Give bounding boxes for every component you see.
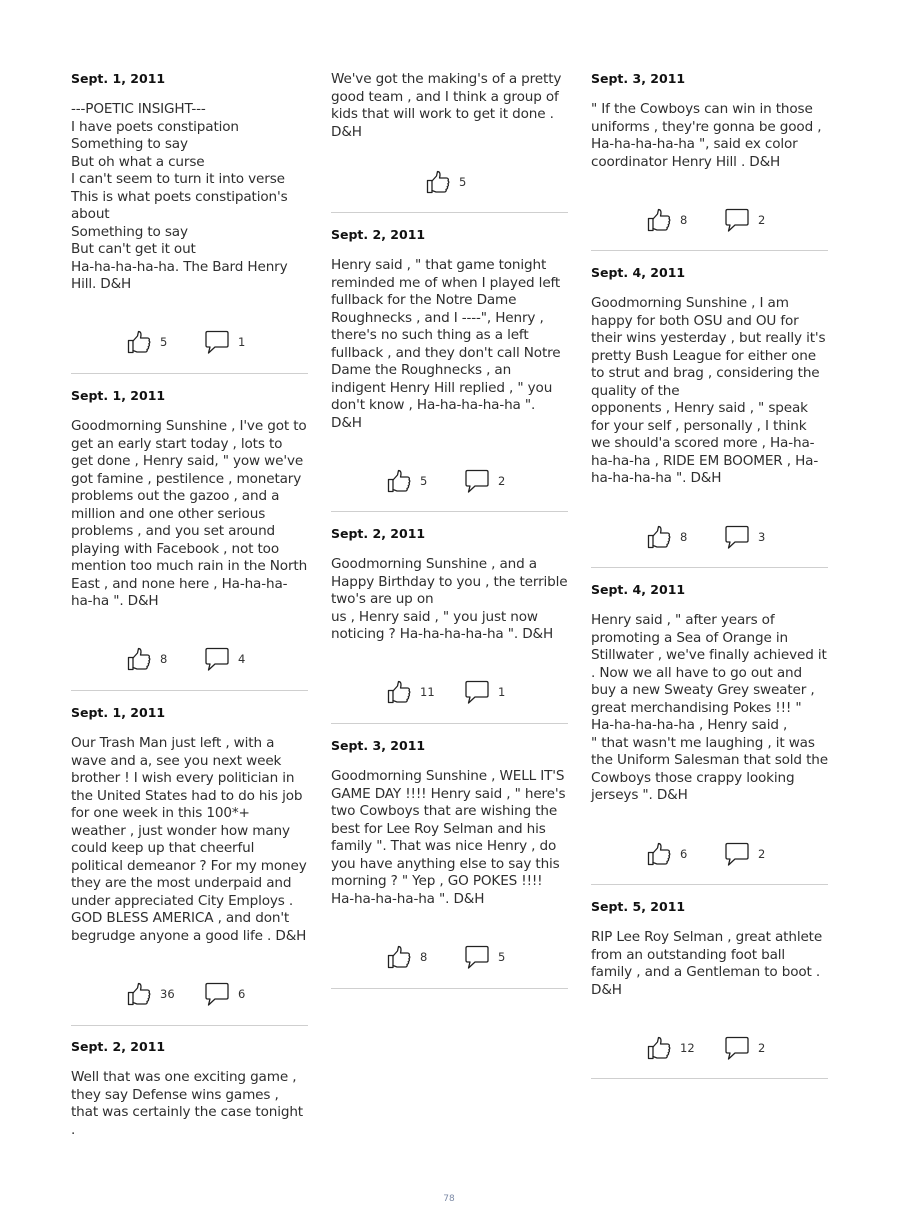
post-text: " If the Cowboys can win in those uniforms , they're gonna be good , Ha-ha-ha-ha-ha ", said ex color coordinator Henry Hill . D&H: [591, 101, 826, 170]
post-actions: [591, 839, 828, 869]
post-actions: [331, 677, 568, 707]
post: [71, 70, 308, 88]
post-actions: [331, 466, 568, 496]
like-button[interactable]: [126, 979, 175, 1009]
like-button[interactable]: [386, 677, 435, 707]
comment-count: 3: [758, 530, 766, 544]
post: [591, 581, 828, 599]
like-count: 8: [420, 950, 428, 964]
comment-count: 2: [758, 213, 766, 227]
page-number: 78: [443, 1194, 455, 1204]
post-date: Sept. 2, 2011: [331, 526, 426, 541]
post: [71, 1038, 308, 1056]
like-count: 5: [160, 335, 168, 349]
post: [591, 70, 828, 88]
comment-button[interactable]: [724, 839, 765, 869]
comment-button[interactable]: [724, 205, 765, 235]
like-button[interactable]: [386, 942, 427, 972]
post-actions: [591, 1033, 828, 1063]
comment-button[interactable]: [464, 677, 505, 707]
post-date: Sept. 4, 2011: [591, 582, 686, 597]
post-actions: [331, 167, 568, 197]
post-date: Sept. 1, 2011: [71, 705, 166, 720]
comment-button[interactable]: [204, 327, 245, 357]
thumbs-up-icon: [386, 944, 412, 970]
comment-button[interactable]: [204, 979, 245, 1009]
post-date: Sept. 2, 2011: [331, 227, 426, 242]
post: [71, 704, 308, 722]
post: [71, 387, 308, 405]
post: [331, 226, 568, 244]
comment-icon: [724, 207, 750, 233]
like-count: 6: [680, 847, 688, 861]
post-actions: [591, 205, 828, 235]
post-date: Sept. 3, 2011: [331, 738, 426, 753]
divider: [591, 1078, 828, 1079]
thumbs-up-icon: [386, 468, 412, 494]
thumbs-up-icon: [425, 169, 451, 195]
like-count: 11: [420, 685, 435, 699]
comment-count: 2: [758, 847, 766, 861]
thumbs-up-icon: [646, 1035, 672, 1061]
comment-button[interactable]: [464, 466, 505, 496]
post: [591, 898, 828, 916]
post-date: Sept. 2, 2011: [71, 1039, 166, 1054]
like-count: 5: [459, 175, 467, 189]
comment-count: 1: [498, 685, 506, 699]
divider: [331, 988, 568, 989]
comment-count: 6: [238, 987, 246, 1001]
like-button[interactable]: [126, 644, 167, 674]
divider: [331, 212, 568, 213]
post-text: Henry said , " that game tonight reminded me of when I played left fullback for the Notre Dame Roughnecks , and I ----", Henry , there's no such thing as a left fullback , and they don't call Notre Dame the Roughnecks , an indigent Henry Hill replied , " you don't know , Ha-ha-ha-ha-ha ". D&H: [331, 257, 565, 431]
post-text: Our Trash Man just left , with a wave and a, see you next week brother ! I wish every politician in the United States had to do his job for one week in this 100*+ weather , just wonder how many could keep up that cheerful political demeanor ? For my money they are the most underpaid and under appreciated City Employs . GOD BLESS AMERICA , and don't begrudge anyone a good life . D&H: [71, 735, 311, 944]
post-date: Sept. 1, 2011: [71, 71, 166, 86]
divider: [591, 567, 828, 568]
post-date: Sept. 3, 2011: [591, 71, 686, 86]
comment-icon: [204, 646, 230, 672]
like-button[interactable]: [646, 522, 687, 552]
thumbs-up-icon: [126, 646, 152, 672]
comment-count: 4: [238, 652, 246, 666]
post-text: We've got the making's of a pretty good team , and I think a group of kids that will work to get it done . D&H: [331, 71, 566, 140]
divider: [71, 1025, 308, 1026]
comment-button[interactable]: [204, 644, 245, 674]
comment-count: 2: [498, 474, 506, 488]
post-actions: [331, 942, 568, 972]
post-text: Goodmorning Sunshine , I've got to get an early start today , lots to get done , Henry said, " yow we've got famine , pestilence , monetary problems out the gazoo , and a million and one other serious problems , and you set around playing with Facebook , not too mention too much rain in the North East , and none here , Ha-ha-ha-ha-ha ". D&H: [71, 418, 312, 609]
like-button[interactable]: [425, 167, 466, 197]
divider: [591, 884, 828, 885]
post-actions: [591, 522, 828, 552]
comment-icon: [204, 981, 230, 1007]
like-count: 5: [420, 474, 428, 488]
divider: [331, 723, 568, 724]
post-date: Sept. 5, 2011: [591, 899, 686, 914]
post-date: Sept. 4, 2011: [591, 265, 686, 280]
post-text: Goodmorning Sunshine , and a Happy Birthday to you , the terrible two's are up on us , Henry said , " you just now noticing ? Ha-ha-ha-ha-ha ". D&H: [331, 556, 568, 642]
comment-button[interactable]: [724, 522, 765, 552]
divider: [71, 373, 308, 374]
post-actions: [71, 979, 308, 1009]
post-date: Sept. 1, 2011: [71, 388, 166, 403]
like-button[interactable]: [126, 327, 167, 357]
post: [331, 525, 568, 543]
like-button[interactable]: [646, 839, 687, 869]
comment-icon: [464, 468, 490, 494]
like-count: 8: [680, 530, 688, 544]
post-text: Well that was one exciting game , they say Defense wins games , that was certainly the case tonight .: [71, 1069, 308, 1138]
like-count: 36: [160, 987, 175, 1001]
like-count: 8: [160, 652, 168, 666]
post-text: RIP Lee Roy Selman , great athlete from an outstanding foot ball family , and a Gentleman to boot . D&H: [591, 929, 827, 998]
thumbs-up-icon: [646, 841, 672, 867]
comment-count: 5: [498, 950, 506, 964]
comment-icon: [464, 679, 490, 705]
comment-button[interactable]: [464, 942, 505, 972]
thumbs-up-icon: [646, 524, 672, 550]
thumbs-up-icon: [646, 207, 672, 233]
comment-button[interactable]: [724, 1033, 765, 1063]
post: [331, 737, 568, 755]
like-count: 12: [680, 1041, 695, 1055]
like-button[interactable]: [386, 466, 427, 496]
divider: [331, 511, 568, 512]
comment-count: 1: [238, 335, 246, 349]
like-count: 8: [680, 213, 688, 227]
divider: [71, 690, 308, 691]
post-actions: [71, 327, 308, 357]
thumbs-up-icon: [126, 981, 152, 1007]
like-button[interactable]: [646, 1033, 695, 1063]
post-actions: [71, 644, 308, 674]
comment-icon: [724, 1035, 750, 1061]
divider: [591, 250, 828, 251]
post-text: Goodmorning Sunshine , WELL IT'S GAME DAY !!!! Henry said , " here's two Cowboys that are wishing the best for Lee Roy Selman and his family ". That was nice Henry , do you have anything else to say this morning ? " Yep , GO POKES !!!! Ha-ha-ha-ha-ha ". D&H: [331, 768, 570, 907]
post: [591, 264, 828, 282]
comment-icon: [724, 524, 750, 550]
comment-icon: [204, 329, 230, 355]
comment-count: 2: [758, 1041, 766, 1055]
post-text: Goodmorning Sunshine , I am happy for both OSU and OU for their wins yesterday , but really it's pretty Bush League for either one to strut and brag , considering the quality of the opponents , Henry said , " speak for your self , personally , I think we should'a scored more , Ha-ha-ha-ha-ha , RIDE EM BOOMER , Ha-ha-ha-ha-ha ". D&H: [591, 295, 826, 486]
thumbs-up-icon: [126, 329, 152, 355]
like-button[interactable]: [646, 205, 687, 235]
post-text: Henry said , " after years of promoting a Sea of Orange in Stillwater , we've finally achieved it . Now we all have to go out and buy a new Sweaty Grey sweater , great merchandising Pokes !!! " Ha-ha-ha-ha-ha , Henry said , " that wasn't me laughing , it was the Uniform Salesman that sold the Cowboys those crappy looking jerseys ". D&H: [591, 612, 828, 803]
post-text: ---POETIC INSIGHT--- I have poets constipation Something to say But oh what a curse I can't seem to turn it into verse This is what poets constipation's about Something to say But can't get it out Ha-ha-ha-ha-ha. The Bard Henry Hill. D&H: [71, 101, 288, 292]
comment-icon: [464, 944, 490, 970]
comment-icon: [724, 841, 750, 867]
thumbs-up-icon: [386, 679, 412, 705]
